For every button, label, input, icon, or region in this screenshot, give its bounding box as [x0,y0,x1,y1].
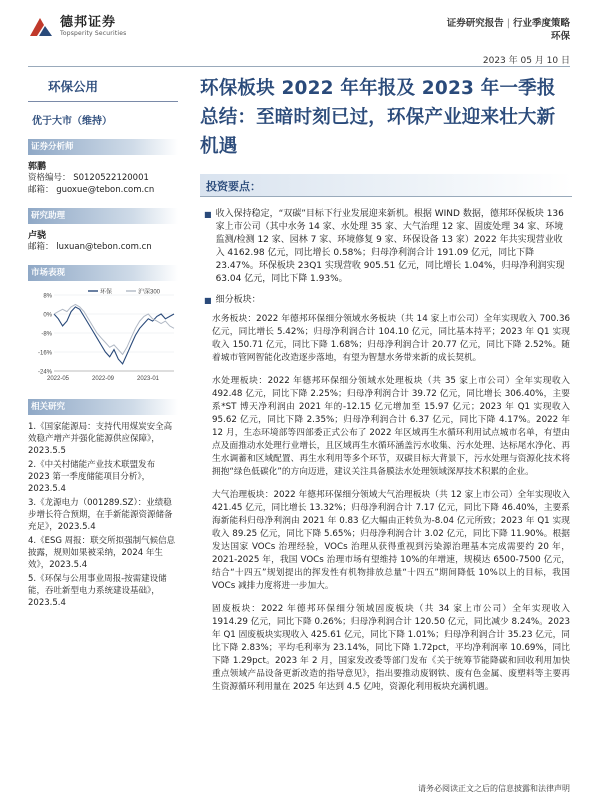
industry-label: 环保 [550,31,570,42]
legend-label: 环保 [100,289,113,296]
main-content [204,208,570,704]
bullet-segments-text: 细分板块： [215,295,261,305]
logo-english-text: Topsperity Securities [60,30,127,37]
market-performance-chart [28,287,178,387]
analyst-cert: 资格编号： S0120522120001 [28,173,149,183]
footer-disclaimer: 请务必阅读正文之后的信息披露和法律声明 [418,784,570,793]
related-item[interactable]: 2.《中关村储能产业技术联盟发布 2023 第一季度储能项目分析》，2023.5.4 [28,460,156,494]
highlights-label: 投资要点： [206,180,261,193]
y-tick-label: 0% [43,312,52,319]
x-tick-label: 2022-09 [91,376,115,382]
series-line-sector [54,307,174,364]
y-tick-label: 8% [43,293,52,300]
bullet-revenue-text: 收入保持稳定，“双碳”目标下行业发展迎来新机。根据 WIND 数据，德邦环保板块 136 家上市公司（其中水务 14 家、水处理 35 家、大气治理 12 家、固废处理 34 家、环境监测/检测 12 家、园林 7 家、环境修复 9 家、环保设备 13 家）2022 年共实现营业收入 4162.98 亿元，同比增长 0.58%；归母净利润合计 191.09 亿元，同比下降 23.47%。环保板块 23Q1 实现营收 905.51 亿元，同比增长 1.04%，归母净利润实现 63.04 亿元，同比下降 1.93%。 [215,209,565,284]
logo-chinese-text: 德邦证券 [60,15,117,30]
para-solid-waste: 固废板块：2022 年德邦环保细分领域固废板块（共 34 家上市公司）全年实现收入 1914.29 亿元，同比下降 0.26%；归母净利润合计 120.50 亿元，同比减少 8.24%。2023 年 Q1 固废板块实现收入 425.61 亿元，同比下降 1.01%；归母净利润合计 35.23 亿元，同比下降 2.83%；平均毛利率为 23.14%，同比下降 1.72pct，平均净利润率 10.69%，同比下降 1.29pct。2023 年 2 月，国家发改委等部门发布《关于统筹节能降碳和回收利用加快重点领域产品设备更新改造的指导意见》，指出要推动废钢铁、废有色金属、废塑料等主要再生资源循环利用量在 2025 年达到 4.5 亿吨，资源化利用板块充满机遇。 [212,604,570,692]
highlights-bar [200,174,572,196]
bullet-icon: ■ [204,296,212,305]
y-tick-label: -16% [37,350,52,357]
company-logo [28,16,126,38]
related-section-header: 相关研究 [28,399,178,415]
related-item[interactable]: 4.《ESG 周报：联交所拟强制气候信息披露，规则如果被采纳，2024 年生效》，2023.5.4 [28,536,176,570]
para-water: 水务板块：2022 年德邦环保细分领域水务板块（共 14 家上市公司）全年实现收入 700.36 亿元，同比增长 5.42%；归母净利润合计 104.10 亿元，同比基本持平；2023 年 Q1 实现收入 150.71 亿元，同比下降 1.68%；归母净利润合计 20.77 亿元，同比下降 2.52%。随着城市管网智能化改造逐步落地，有望为智慧水务带来新的成长契机。 [212,314,570,363]
market-section-header: 市场表现 [28,265,178,281]
related-item[interactable]: 5.《环保与公用事业周报-按需建设储能，吞吐新型电力系统建设基础》，2023.5.4 [28,574,167,608]
analyst-name: 郭鹏 [28,162,47,172]
title-block [200,74,572,161]
x-tick-label: 2023-01 [136,376,160,382]
analyst-email[interactable]: 邮箱： guoxue@tebon.com.cn [28,185,155,195]
header-divider [28,66,570,67]
assistant-section-header: 研究助理 [28,208,178,224]
report-type: 证券研究报告 [446,18,504,29]
bullet-revenue [204,208,570,286]
assistant-email[interactable]: 邮箱： luxuan@tebon.com.cn [28,242,152,252]
bullet-icon: ■ [204,210,212,219]
related-item[interactable]: 1.《国家能源局：支持代用煤炭安全高效稳产增产并强化能源供应保障》，2023.5.5 [28,422,173,456]
page-header: 德邦证券 Topsperity Securities 证券研究报告 | 行业季度策略 环保 2023 年 05 月 10 日 [0,0,600,72]
x-tick-label: 2022-05 [46,376,70,382]
sector-tag: 环保公用 [28,72,178,102]
y-tick-label: -8% [41,331,52,338]
para-air: 大气治理板块：2022 年德邦环保细分领域大气治理板块（共 12 家上市公司）全年实现收入 421.45 亿元，同比增长 13.32%；归母净利润合计 7.17 亿元，同比下降 46.40%，主要系海新能科归母净利润由 2021 年 0.83 亿大幅由正转负为-8.04 亿元所致；2023 年 Q1 实现收入 89.25 亿元，同比下降 5.65%；归母净利润合计 3.02 亿元，同比下降 11.90%。根据发达国家 VOCs 治理经验，VOCs 治理从获得重视到污染源治理基本完成需要约 20 年，2021-2025 年，我国 VOCs 治理市场有望维持 10%的年增速，规模达 6500-7500 亿元，结合“十四五”规划提出的挥发性有机物排放总量“十四五”期间降低 10%以上的目标，我国 VOCs 减排力度将进一步加大。 [212,490,570,591]
report-title: 环保板块 2022 年年报及 2023 年一季报总结：至暗时刻已过，环保产业迎来壮大新机遇 [200,78,556,157]
left-sidebar [28,72,178,611]
para-wastewater: 水处理板块：2022 年德邦环保细分领域水处理板块（共 35 家上市公司）全年实现收入 492.48 亿元，同比下降 2.25%；归母净利润合计 39.72 亿元，同比增长 306.40%，主要系*ST 博天净利润由 2021 年的-12.15 亿元增加至 15.97 亿元；2023 年 Q1 实现收入 95.62 亿元，同比下降 2.35%；归母净利润合计 6.37 亿元，同比下降 4.17%。2022 年 12 月，生态环境部等四部委正式公布了 2022 年区域再生水循环利用试点城市名单，有望由点及面推动水处理行业增长，且区域再生水循环涵盖污水收集、污水处理、达标尾水净化、再生水调蓄和区域配置、再生水利用等多个环节，双碳目标大背景下，污水处理与资源化技术将拥抱“绿色低碳化”的方向迈进，建议关注具备膜法水处理领域深厚技术积累的企业。 [212,376,570,477]
assistant-name: 卢骁 [28,231,47,241]
investment-rating: 优于大市（维持） [32,116,112,127]
series-line-hs300 [54,305,174,355]
analyst-section-header: 证券分析师 [28,139,178,155]
y-tick-label: -24% [37,369,52,376]
logo-mark-icon [28,16,54,38]
bullet-segments [204,294,570,307]
report-category: 行业季度策略 [512,18,570,29]
report-date: 2023 年 05 月 10 日 [482,56,570,66]
highlights-divider [200,196,572,197]
related-research-list [28,421,178,609]
related-item[interactable]: 3.《龙源电力（001289.SZ）：业绩稳步增长符合预期，在手新能源资源储备充足》，2023.5.4 [28,498,173,532]
legend-label: 沪深300 [138,289,161,296]
